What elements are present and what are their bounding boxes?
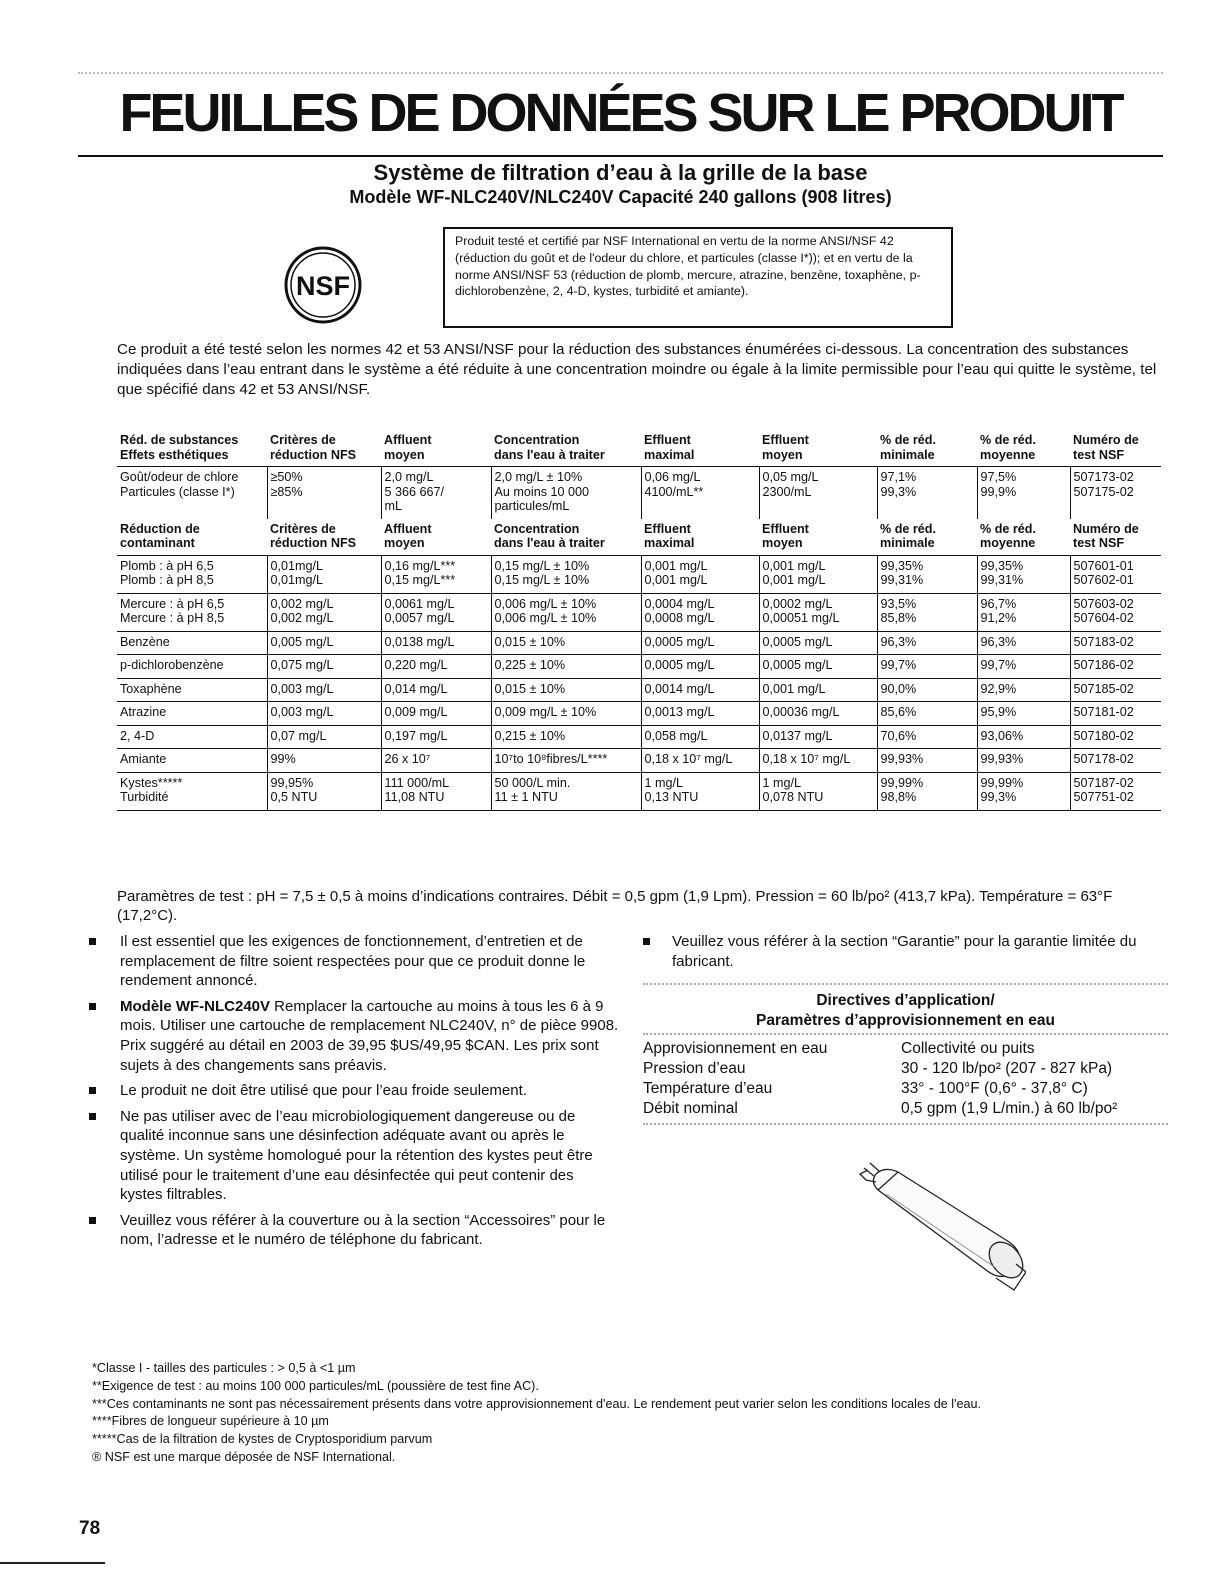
table-cell: 99,35% 99,31% [877,555,977,593]
table-cell: 0,0002 mg/L 0,00051 mg/L [759,593,877,631]
table-cell: Numéro de test NSF [1073,521,1139,550]
table-cell: 99,7% [877,655,977,679]
table-cell: 507181-02 [1070,702,1161,726]
table-cell: 507180-02 [1070,725,1161,749]
table-cell: 0,003 mg/L [267,702,381,726]
table-header-row [117,519,1161,556]
table-cell: 0,075 mg/L [267,655,381,679]
footnotes [92,1360,1152,1467]
table-cell: 99% [267,749,381,773]
table-cell: Atrazine [117,702,267,726]
table-cell: Effluent maximal [644,433,695,462]
table-cell: 95,9% [977,702,1070,726]
table-cell: 2, 4-D [117,725,267,749]
table-cell: Effluent moyen [762,521,809,550]
table-cell: 99,99% 98,8% [877,772,977,810]
dotted-rule [643,1123,1168,1125]
product-subtitle: Système de filtration d’eau à la grille de la base [373,160,868,185]
table-cell: Effluent maximal [644,521,695,550]
table-cell: 507187-02 507751-02 [1070,772,1161,810]
guideline-row [643,1099,1168,1119]
table-cell: 507185-02 [1070,678,1161,702]
title-rule [78,155,1163,157]
warranty-note-list [643,932,1168,971]
table-cell: Critères de réduction NFS [270,521,357,550]
table-cell: Effluent moyen [762,433,809,462]
footnote: ® NSF est une marque déposée de NSF International. [92,1449,396,1464]
table-cell: 0,18 x 10⁷ mg/L [641,749,759,773]
table-row [117,772,1161,810]
table-cell: 0,01mg/L 0,01mg/L [267,555,381,593]
table-cell: 0,014 mg/L [381,678,491,702]
table-cell: 0,197 mg/L [381,725,491,749]
table-cell: 93,06% [977,725,1070,749]
table-cell: 0,225 ± 10% [491,655,641,679]
model-line: Modèle WF-NLC240V/NLC240V Capacité 240 gallons (908 litres) [349,187,892,207]
table-cell: 0,058 mg/L [641,725,759,749]
table-cell: 1 mg/L 0,13 NTU [641,772,759,810]
table-cell: 0,06 mg/L 4100/mL** [641,467,759,519]
table-cell: 97,5% 99,9% [977,467,1070,519]
table-row [117,725,1161,749]
table-row [117,749,1161,773]
table-cell: Benzène [117,631,267,655]
list-item [89,1081,619,1101]
table-cell: Concentration dans l'eau à traiter [494,521,605,550]
certification-box: Produit testé et certifié par NSF International en vertu de la norme ANSI/NSF 42 (réduction du goût et de l'odeur du chlore, et particules (classe I*)); et en vertu de la norme ANSI/NSF 53 (réduction de plomb, mercure, atrazine, benzène, toxaphène, p-dichlorobenzène, 2, 4-D, kystes, turbidité et amiante). [443,227,953,328]
table-cell: 507603-02 507604-02 [1070,593,1161,631]
table-cell: Plomb : à pH 6,5 Plomb : à pH 8,5 [117,555,267,593]
table-cell: Amiante [117,749,267,773]
guideline-row [643,1079,1168,1099]
warranty-note: Veuillez vous référer à la section “Garantie” pour la garantie limitée du fabricant. [643,932,1168,971]
list-item-text: Remplacer la cartouche au moins à tous les 6 à 9 mois. Utiliser une cartouche de remplacement NLC240V, n° de pièce 9908. Prix suggéré au détail en 2003 de 39,95 $US/49,95 $CAN. Les prix sont sujets à des changements sans préavis. [120,997,619,1074]
table-cell: Affluent moyen [384,521,432,550]
table-cell: 0,015 ± 10% [491,678,641,702]
table-cell: 92,9% [977,678,1070,702]
test-parameters: Paramètres de test : pH = 7,5 ± 0,5 à moins d’indications contraires. Débit = 0,5 gpm (1,9 Lpm). Pression = 60 lb/po² (413,7 kPa). Température = 63°F (17,2°C). [117,888,1113,924]
table-cell: % de réd. minimale [880,521,936,550]
table-cell: 507183-02 [1070,631,1161,655]
list-item-text: Il est essentiel que les exigences de fonctionnement, d’entretien et de remplacement de filtre soient respectées pour que ce produit donne le rendement annoncé. [120,933,586,990]
table-cell: 0,005 mg/L [267,631,381,655]
list-item [89,1211,619,1250]
table-cell: 0,001 mg/L 0,001 mg/L [759,555,877,593]
application-guidelines [643,983,1168,1125]
table-cell: 96,7% 91,2% [977,593,1070,631]
guideline-value: Collectivité ou puits [901,1040,1035,1057]
footnote: *Classe I - tailles des particules : > 0,5 à <1 µm [92,1361,356,1375]
table-cell: 96,3% [877,631,977,655]
bottom-bar [0,1562,105,1564]
table-cell: 0,0014 mg/L [641,678,759,702]
guidelines-table [643,1039,1168,1119]
table-cell: 0,009 mg/L ± 10% [491,702,641,726]
table-cell: 0,001 mg/L [759,678,877,702]
table-row [117,678,1161,702]
table-cell: 0,15 mg/L ± 10% 0,15 mg/L ± 10% [491,555,641,593]
table-cell: 507601-01 507602-01 [1070,555,1161,593]
nsf-logo-text: NSF [296,271,350,301]
table-cell: 2,0 mg/L 5 366 667/ mL [381,467,491,519]
guideline-row [643,1059,1168,1079]
table-row [117,702,1161,726]
table-cell: Réd. de substances Effets esthétiques [120,433,239,462]
footnote: ***Ces contaminants ne sont pas nécessairement présents dans votre approvisionnement d'eau. Le rendement peut varier selon les conditions locales de l'eau. [92,1396,981,1411]
guideline-row [643,1039,1168,1059]
table-cell: % de réd. minimale [880,433,936,462]
guideline-value: 0,5 gpm (1,9 L/min.) à 60 lb/po² [901,1100,1118,1117]
guideline-label: Débit nominal [643,1100,738,1117]
table-cell: % de réd. moyenne [980,521,1036,550]
performance-data-table [117,430,1161,811]
table-cell: 111 000/mL 11,08 NTU [381,772,491,810]
table-cell: 99,35% 99,31% [977,555,1070,593]
table-cell: Critères de réduction NFS [270,433,357,462]
table-row [117,593,1161,631]
table-cell: 99,99% 99,3% [977,772,1070,810]
table-cell: 99,93% [877,749,977,773]
table-cell: 0,009 mg/L [381,702,491,726]
list-item [89,1107,619,1205]
guideline-label: Pression d’eau [643,1060,746,1077]
dotted-rule [643,983,1168,985]
table-cell: 99,93% [977,749,1070,773]
table-cell: 10⁷to 10⁸fibres/L**** [491,749,641,773]
table-cell: 0,006 mg/L ± 10% 0,006 mg/L ± 10% [491,593,641,631]
table-cell: 0,0061 mg/L 0,0057 mg/L [381,593,491,631]
top-dotted-rule [78,72,1163,77]
table-cell: 26 x 10⁷ [381,749,491,773]
table-cell: p-dichlorobenzène [117,655,267,679]
table-cell: Numéro de test NSF [1073,433,1139,462]
table-row [117,655,1161,679]
table-cell: 0,220 mg/L [381,655,491,679]
guideline-value: 30 - 120 lb/po² (207 - 827 kPa) [901,1060,1113,1077]
page-number: 78 [79,1518,101,1539]
list-item-text: Ne pas utiliser avec de l’eau microbiologiquement dangereuse ou de qualité inconnue sans une désinfection adéquate avant ou après le système. Un système homologué pour la rétention des kystes peut être utilisé pour le traitement d’une eau désinfectée qui peut contenir des kystes filtrables. [120,1107,593,1204]
table-cell: 0,0005 mg/L [641,631,759,655]
table-cell: 85,6% [877,702,977,726]
table-cell: 0,003 mg/L [267,678,381,702]
table-cell: 507186-02 [1070,655,1161,679]
table-cell: Concentration dans l'eau à traiter [494,433,605,462]
table-cell: 99,7% [977,655,1070,679]
table-cell: % de réd. moyenne [980,433,1036,462]
table-cell: 507178-02 [1070,749,1161,773]
table-cell: 0,0004 mg/L 0,0008 mg/L [641,593,759,631]
table-cell: Mercure : à pH 6,5 Mercure : à pH 8,5 [117,593,267,631]
table-cell: 0,18 x 10⁷ mg/L [759,749,877,773]
table-cell: 0,07 mg/L [267,725,381,749]
table-row [117,631,1161,655]
footnote: ****Fibres de longueur supérieure à 10 µm [92,1414,329,1429]
table-cell: Affluent moyen [384,433,432,462]
table-cell: 0,001 mg/L 0,001 mg/L [641,555,759,593]
table-row [117,467,1161,519]
dotted-rule [643,1033,1168,1035]
table-cell: Goût/odeur de chlore Particules (classe I*) [117,467,267,519]
requirements-list [89,932,619,1256]
list-item [89,932,619,991]
table-cell: 0,015 ± 10% [491,631,641,655]
table-cell: 99,95% 0,5 NTU [267,772,381,810]
table-cell: 0,0137 mg/L [759,725,877,749]
table-cell: 0,16 mg/L*** 0,15 mg/L*** [381,555,491,593]
table-cell: 1 mg/L 0,078 NTU [759,772,877,810]
table-cell: ≥50% ≥85% [267,467,381,519]
list-item [89,997,619,1075]
table-cell: Toxaphène [117,678,267,702]
table-cell: 0,00036 mg/L [759,702,877,726]
model-label: Modèle WF-NLC240V [120,997,271,1015]
table-cell: 50 000/L min. 11 ± 1 NTU [491,772,641,810]
table-cell: Réduction de contaminant [120,521,200,550]
table-cell: 0,0005 mg/L [759,655,877,679]
page-title: FEUILLES DE DONNÉES SUR LE PRODUIT [119,83,1122,143]
list-item-text: Le produit ne doit être utilisé que pour l’eau froide seulement. [120,1082,527,1100]
table-cell: 0,05 mg/L 2300/mL [759,467,877,519]
guideline-label: Approvisionnement en eau [643,1040,828,1057]
guideline-value: 33° - 100°F (0,6° - 37,8° C) [901,1080,1088,1097]
table-cell: 2,0 mg/L ± 10% Au moins 10 000 particules/mL [491,467,641,519]
nsf-logo-icon [283,245,363,325]
table-cell: 0,0013 mg/L [641,702,759,726]
footnote: *****Cas de la filtration de kystes de Cryptosporidium parvum [92,1432,433,1447]
table-cell: 0,0005 mg/L [759,631,877,655]
table-cell: 93,5% 85,8% [877,593,977,631]
table-cell: 0,002 mg/L 0,002 mg/L [267,593,381,631]
table-row [117,555,1161,593]
footnote: **Exigence de test : au moins 100 000 particules/mL (poussière de test fine AC). [92,1378,539,1393]
table-cell: 70,6% [877,725,977,749]
table-cell: 96,3% [977,631,1070,655]
table-cell: Kystes***** Turbidité [117,772,267,810]
table-cell: 0,215 ± 10% [491,725,641,749]
guidelines-subtitle: Paramètres d’approvisionnement en eau [756,1012,1055,1029]
table-cell: 0,0005 mg/L [641,655,759,679]
guidelines-title: Directives d’application/ [816,992,995,1009]
table-cell: 97,1% 99,3% [877,467,977,519]
table-cell: 0,0138 mg/L [381,631,491,655]
table-header-row [117,430,1161,467]
table-cell: 90,0% [877,678,977,702]
table-cell: 507173-02 507175-02 [1070,467,1161,519]
filter-cartridge-illustration [856,1160,1026,1295]
list-item-text: Veuillez vous référer à la couverture ou à la section “Accessoires” pour le nom, l’adresse et le numéro de téléphone du fabricant. [120,1211,606,1249]
guideline-label: Température d’eau [643,1080,773,1097]
intro-paragraph: Ce produit a été testé selon les normes 42 et 53 ANSI/NSF pour la réduction des substances énumérées ci-dessous. La concentration des substances indiquées dans l’eau entrant dans le système a été réduite à une concentration moindre ou égale à la limite permissible pour l’eau qui quitte le système, tel que spécifié dans 42 et 53 ANSI/NSF. [117,341,1157,398]
